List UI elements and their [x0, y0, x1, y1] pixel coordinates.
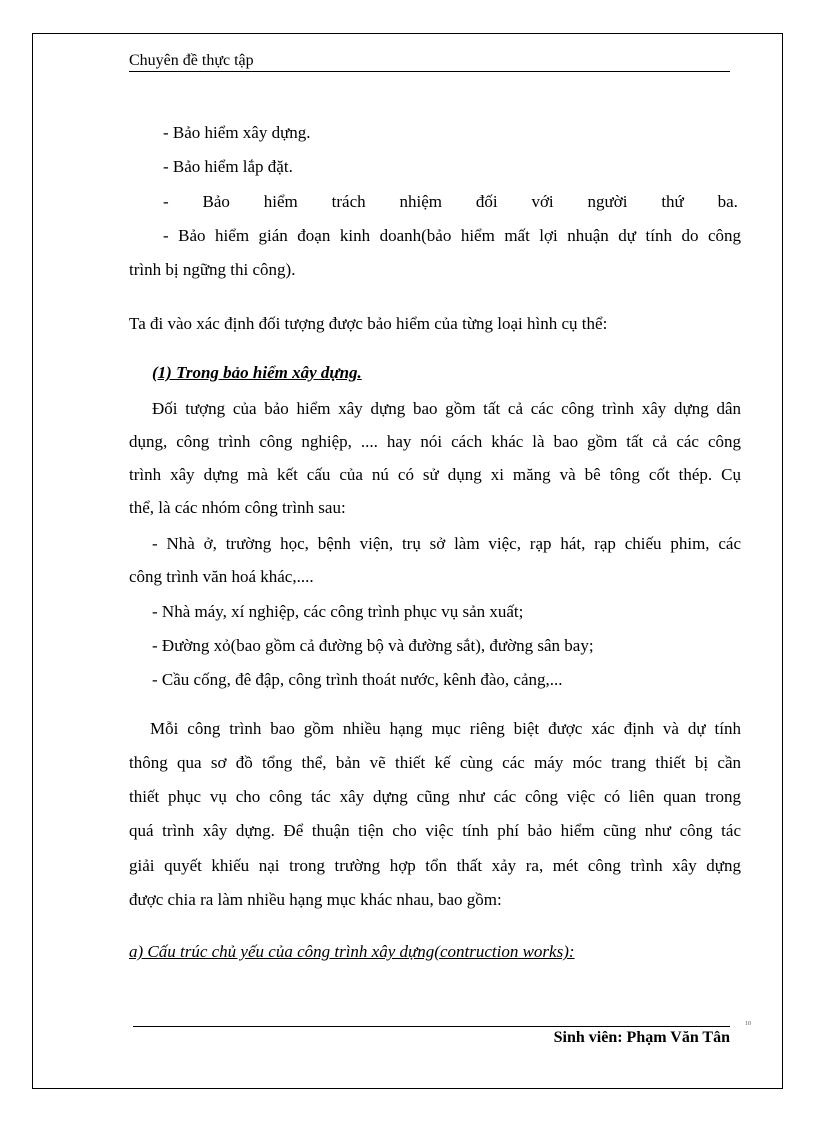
paragraph-line: quá trình xây dựng. Để thuận tiện cho việc tính phí bảo hiểm cũng như công tác — [129, 821, 741, 840]
section-heading-construction: (1) Trong bảo hiểm xây dựng. — [152, 363, 362, 382]
section-heading-works: a) Cấu trúc chủ yếu của công trình xây dựng(contruction works): — [129, 942, 575, 961]
word: - — [163, 192, 169, 211]
footer-rule — [133, 1026, 730, 1027]
list-item-construction: - Bảo hiểm xây dựng. — [163, 123, 311, 142]
page-header: Chuyên đề thực tập — [129, 51, 730, 72]
word: nhiệm — [399, 192, 442, 211]
paragraph-line: dụng, công trình công nghiệp, .... hay nói cách khác là bao gồm tất cả các công — [129, 432, 741, 451]
list-item-interruption-line1: - Bảo hiểm gián đoạn kinh doanh(bảo hiểm mất lợi nhuận dự tính do công — [163, 226, 741, 245]
paragraph-line: thiết phục vụ cho công tác xây dựng cũng như các công việc có liên quan trong — [129, 787, 741, 806]
group-item-industrial: - Nhà máy, xí nghiệp, các công trình phục vụ sản xuất; — [152, 602, 524, 621]
paragraph-line: Mỗi công trình bao gồm nhiều hạng mục riêng biệt được xác định và dự tính — [150, 719, 741, 738]
list-item-interruption-line2: trình bị ngững thi công). — [129, 260, 296, 279]
word: hiểm — [263, 192, 298, 211]
group-item-bridges: - Cầu cống, đê đập, công trình thoát nước, kênh đào, cảng,... — [152, 670, 563, 689]
group-item-roads: - Đường xỏ(bao gồm cả đường bộ và đường sắt), đường sân bay; — [152, 636, 594, 655]
paragraph-line: thông qua sơ đồ tổng thể, bản vẽ thiết kế cùng các máy móc trang thiết bị cần — [129, 753, 741, 772]
group-item-civil: - Nhà ở, trường học, bệnh viện, trụ sở làm việc, rạp hát, rạp chiếu phim, các — [152, 534, 741, 553]
word: thứ — [661, 192, 684, 211]
word: ba. — [717, 192, 738, 211]
word: người — [587, 192, 628, 211]
word: đối — [475, 192, 498, 211]
paragraph-line: giải quyết khiếu nại trong trường hợp tổn thất xảy ra, mét công trình xây dựng — [129, 856, 741, 875]
intro-paragraph: Ta đi vào xác định đối tượng được bảo hiểm của từng loại hình cụ thể: — [129, 314, 608, 333]
paragraph-line: trình xây dựng mà kết cấu của nú có sử dụng xi măng và bê tông cốt thép. Cụ — [129, 465, 741, 484]
group-item-civil-cont: công trình văn hoá khác,.... — [129, 567, 314, 586]
paragraph-line: Đối tượng của bảo hiểm xây dựng bao gồm tất cả các công trình xây dựng dân — [152, 399, 741, 418]
list-item-installation: - Bảo hiểm lắp đặt. — [163, 157, 293, 176]
page-number: 10 — [745, 1021, 751, 1027]
word: trách — [331, 192, 366, 211]
paragraph-line: thể, là các nhóm công trình sau: — [129, 498, 346, 517]
word: với — [531, 192, 554, 211]
word: Bảo — [202, 192, 230, 211]
paragraph-line: được chia ra làm nhiều hạng mục khác nhau, bao gồm: — [129, 890, 502, 909]
footer-author: Sinh viên: Phạm Văn Tân — [553, 1029, 730, 1046]
list-item-third-party — [163, 191, 738, 213]
